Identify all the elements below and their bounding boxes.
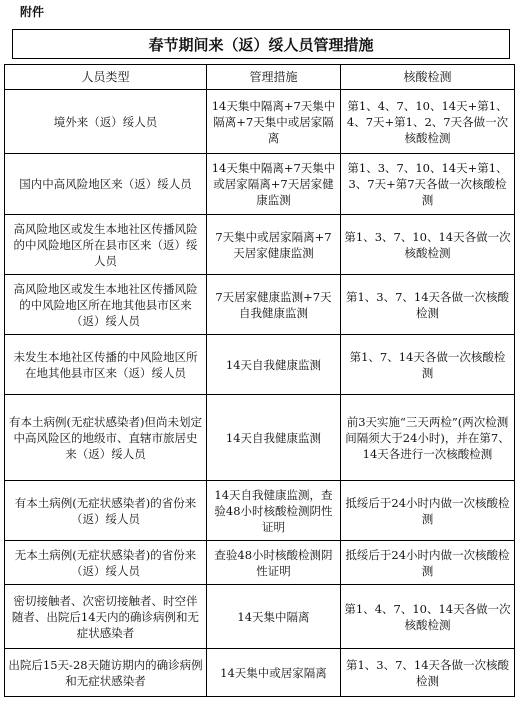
table-row (5, 395, 515, 481)
cell-test: 第1、3、7、14天各做一次核酸检测 (341, 649, 515, 697)
column-header-measure: 管理措施 (207, 65, 341, 90)
cell-measure: 14天集中隔离 (207, 585, 341, 649)
table-row (5, 154, 515, 215)
cell-measure: 7天集中或居家隔离+7天居家健康监测 (207, 215, 341, 275)
cell-type: 有本土病例(无症状感染者)但尚未划定中高风险区的地级市、直辖市旅居史来（返）绥人员 (5, 395, 207, 481)
cell-type: 未发生本地社区传播的中风险地区所在地其他县市区来（返）绥人员 (5, 335, 207, 395)
column-header-type: 人员类型 (5, 65, 207, 90)
cell-test: 第1、4、7、10、14天+第1、4、7天+第1、2、7天各做一次核酸检测 (341, 90, 515, 154)
cell-measure: 14天自我健康监测 (207, 335, 341, 395)
table-row (5, 275, 515, 335)
cell-type: 有本土病例(无症状感染者)的省份来（返）绥人员 (5, 481, 207, 541)
table-row (5, 649, 515, 697)
table-row (5, 585, 515, 649)
cell-test: 第1、7、14天各做一次核酸检测 (341, 335, 515, 395)
cell-type: 密切接触者、次密切接触者、时空伴随者、出院后14天内的确诊病例和无症状感染者 (5, 585, 207, 649)
document-title: 春节期间来（返）绥人员管理措施 (12, 29, 510, 59)
cell-type: 境外来（返）绥人员 (5, 90, 207, 154)
cell-measure: 查验48小时核酸检测阴性证明 (207, 541, 341, 585)
table-row (5, 481, 515, 541)
cell-test: 抵绥后于24小时内做一次核酸检测 (341, 541, 515, 585)
cell-measure: 14天集中或居家隔离 (207, 649, 341, 697)
cell-test: 抵绥后于24小时内做一次核酸检测 (341, 481, 515, 541)
cell-type: 高风险地区或发生本地社区传播风险的中风险地区所在地其他县市区来（返）绥人员 (5, 275, 207, 335)
cell-test: 前3天实施“三天两检”(两次检测间隔须大于24小时)，并在第7、14天各进行一次核酸检测 (341, 395, 515, 481)
cell-measure: 14天自我健康监测，查验48小时核酸检测阴性证明 (207, 481, 341, 541)
cell-type: 出院后15天-28天随访期内的确诊病例和无症状感染者 (5, 649, 207, 697)
attachment-label: 附件 (20, 5, 45, 19)
column-header-test: 核酸检测 (341, 65, 515, 90)
measures-table (4, 64, 515, 697)
cell-test: 第1、3、7、10、14天+第1、3、7天+第7天各做一次核酸检测 (341, 154, 515, 215)
cell-test: 第1、3、7、14天各做一次核酸检测 (341, 275, 515, 335)
cell-test: 第1、4、7、10、14天各做一次核酸检测 (341, 585, 515, 649)
cell-type: 国内中高风险地区来（返）绥人员 (5, 154, 207, 215)
cell-test: 第1、3、7、10、14天各做一次核酸检测 (341, 215, 515, 275)
cell-measure: 14天集中隔离+7天集中隔离+7天集中或居家隔离 (207, 90, 341, 154)
table-row (5, 215, 515, 275)
cell-measure: 14天集中隔离+7天集中或居家隔离+7天居家健康监测 (207, 154, 341, 215)
table-row (5, 90, 515, 154)
cell-type: 高风险地区或发生本地社区传播风险的中风险地区所在县市区来（返）绥人员 (5, 215, 207, 275)
table-header-row (5, 65, 515, 90)
cell-measure: 14天自我健康监测 (207, 395, 341, 481)
cell-type: 无本土病例(无症状感染者)的省份来（返）绥人员 (5, 541, 207, 585)
table-row (5, 541, 515, 585)
table-row (5, 335, 515, 395)
cell-measure: 7天居家健康监测+7天自我健康监测 (207, 275, 341, 335)
